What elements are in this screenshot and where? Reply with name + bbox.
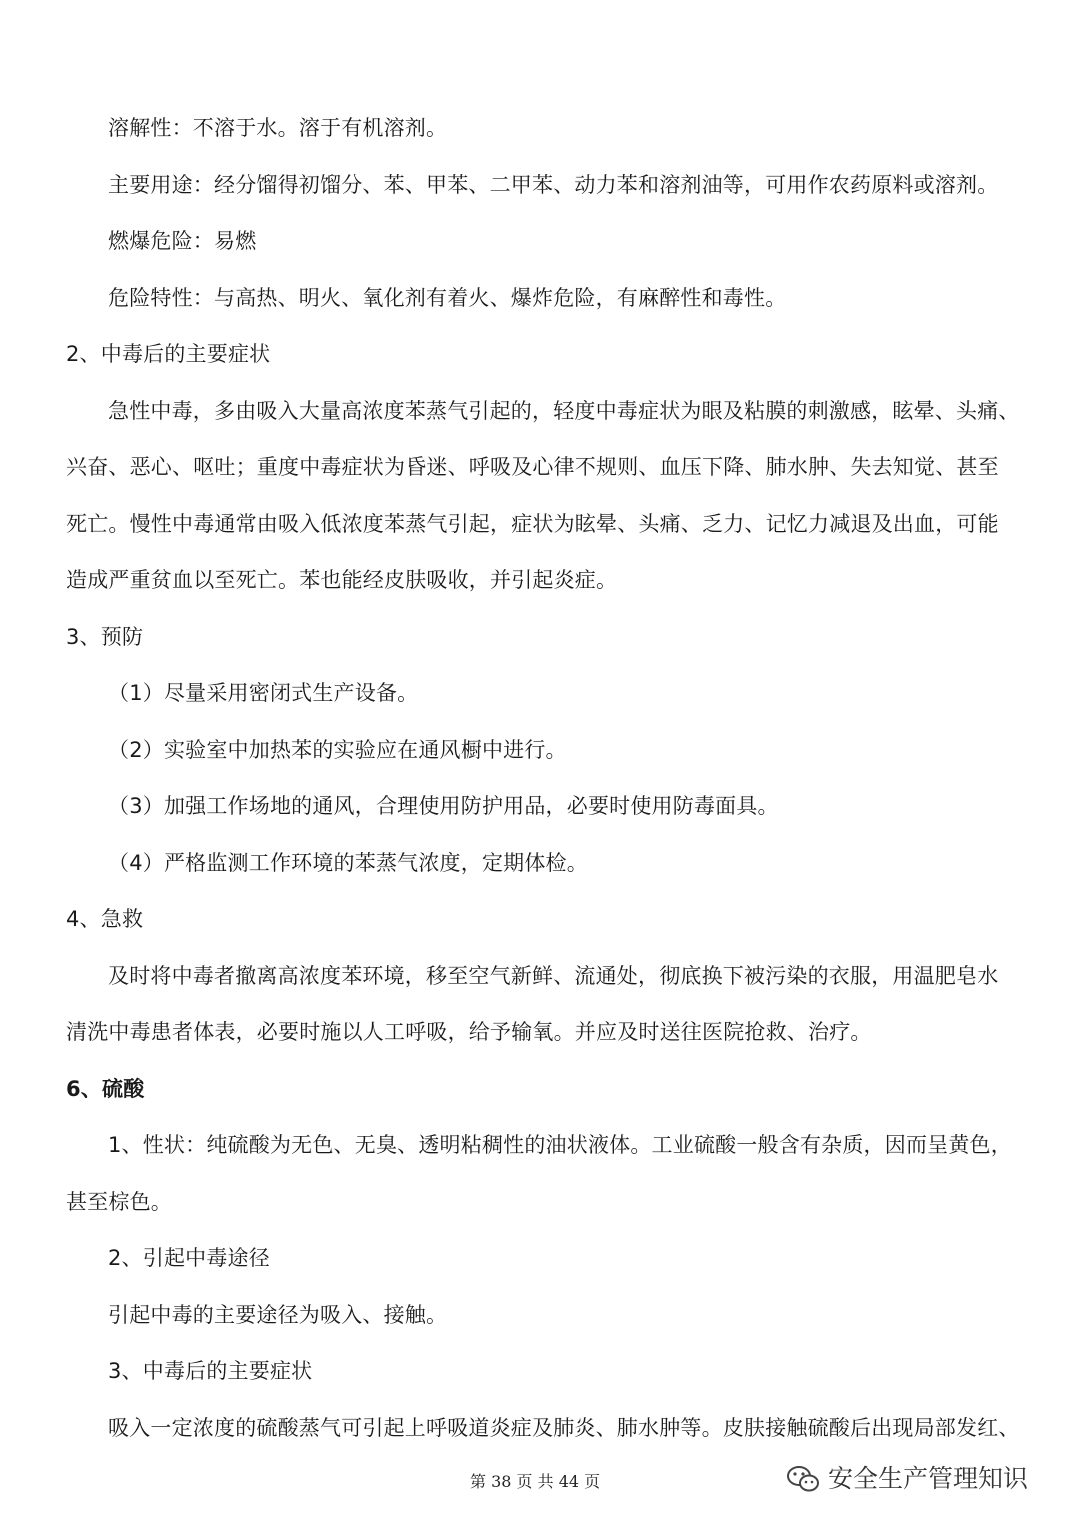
section-heading-symptoms-2: 3、中毒后的主要症状 [108,1359,313,1383]
list-item: （2）实验室中加热苯的实验应在通风橱中进行。 [108,738,567,762]
paragraph-line: 清洗中毒患者体表，必要时施以人工呼吸，给予输氧。并应及时送往医院抢救、治疗。 [66,1020,872,1044]
list-item: （1）尽量采用密闭式生产设备。 [108,681,419,705]
hazard-line: 危险特性：与高热、明火、氧化剂有着火、爆炸危险，有麻醉性和毒性。 [108,286,787,310]
paragraph-line: 吸入一定浓度的硫酸蒸气可引起上呼吸道炎症及肺炎、肺水肿等。皮肤接触硫酸后出现局部发红、 [108,1416,1020,1440]
section-heading-symptoms: 2、中毒后的主要症状 [66,342,271,366]
list-item: （4）严格监测工作环境的苯蒸气浓度，定期体检。 [108,851,588,875]
paragraph-line: 急性中毒，多由吸入大量高浓度苯蒸气引起的，轻度中毒症状为眼及粘膜的刺激感，眩晕、头痛、 [108,399,1020,423]
paragraph-line: 1、性状：纯硫酸为无色、无臭、透明粘稠性的油状液体。工业硫酸一般含有杂质，因而呈黄色， [108,1133,1012,1157]
paragraph-line: 造成严重贫血以至死亡。苯也能经皮肤吸收，并引起炎症。 [66,568,618,592]
section-heading-first-aid: 4、急救 [66,907,144,931]
paragraph-line: 引起中毒的主要途径为吸入、接触。 [108,1303,448,1327]
paragraph-line: 及时将中毒者撤离高浓度苯环境，移至空气新鲜、流通处，彻底换下被污染的衣服，用温肥皂水 [108,964,999,988]
section-heading-prevention: 3、预防 [66,625,144,649]
paragraph-line: 死亡。慢性中毒通常由吸入低浓度苯蒸气引起，症状为眩晕、头痛、乏力、记忆力减退及出血，可能 [66,512,999,536]
flammability-line: 燃爆危险：易燃 [108,229,257,253]
section-heading-poison-route: 2、引起中毒途径 [108,1246,270,1270]
main-use-line: 主要用途：经分馏得初馏分、苯、甲苯、二甲苯、动力苯和溶剂油等，可用作农药原料或溶剂。 [108,173,999,197]
watermark-text: 安全生产管理知识 [828,1464,1029,1493]
page-footer: 第 38 页 共 44 页 [470,1472,601,1491]
chapter-heading-sulfuric-acid: 6、硫酸 [66,1077,145,1101]
list-item: （3）加强工作场地的通风，合理使用防护用品，必要时使用防毒面具。 [108,794,779,818]
solubility-line: 溶解性：不溶于水。溶于有机溶剂。 [108,116,448,140]
watermark [786,1462,1028,1496]
wechat-icon [786,1464,820,1494]
paragraph-line: 兴奋、恶心、呕吐；重度中毒症状为昏迷、呼吸及心律不规则、血压下降、肺水肿、失去知觉、甚至 [66,455,999,479]
paragraph-line: 甚至棕色。 [66,1190,172,1214]
